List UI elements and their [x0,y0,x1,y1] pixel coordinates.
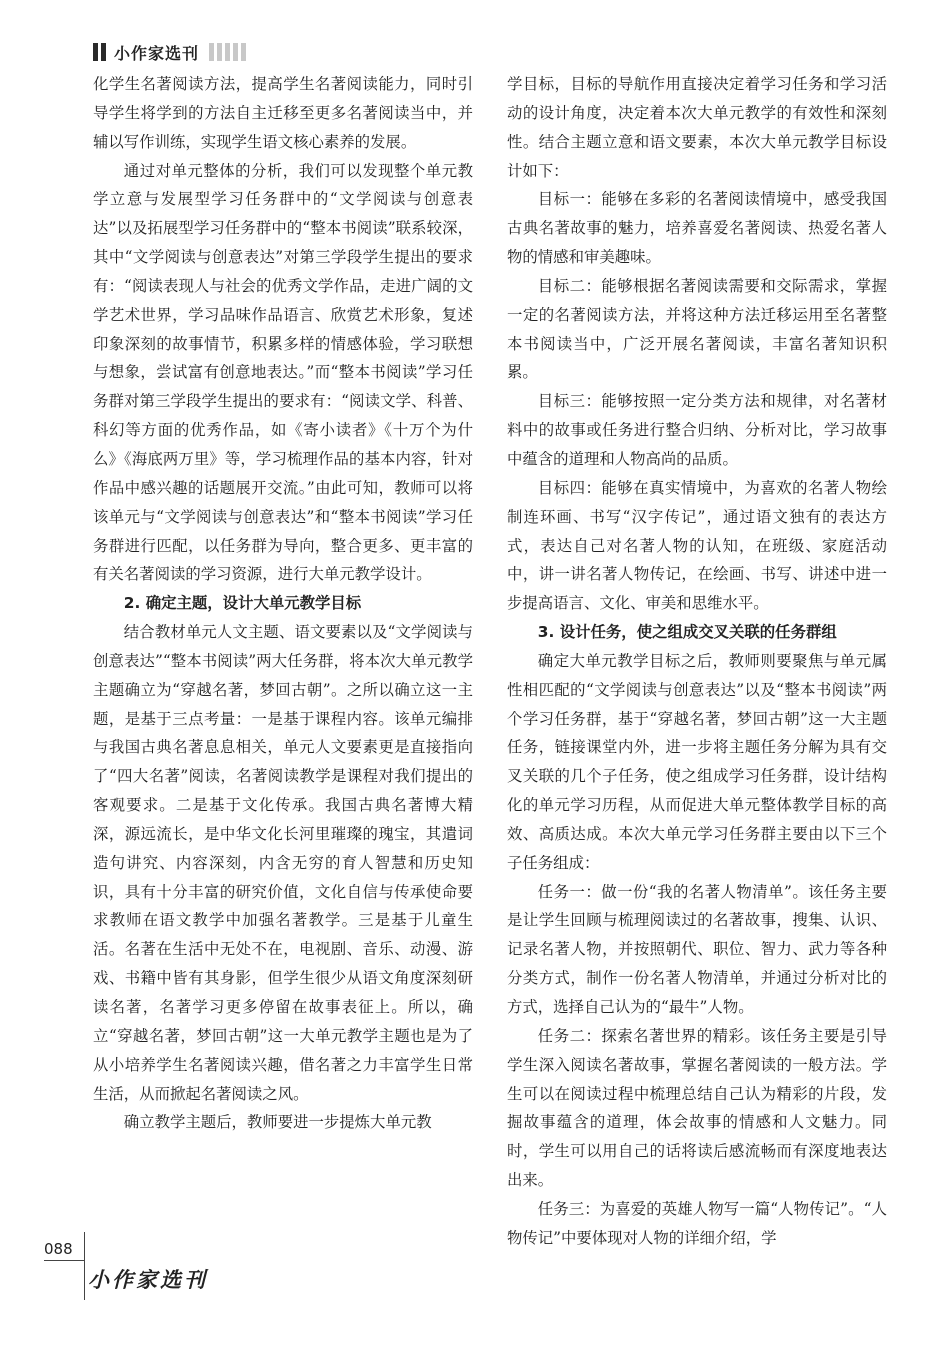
header-bars-icon [93,43,106,61]
section-heading: 3. 设计任务，使之组成交叉关联的任务群组 [537,623,837,642]
paragraph: 目标一：能够在多彩的名著阅读情境中，感受我国古典名著故事的魅力，培养喜爱名著阅读、热爱名著人物的情感和审美趣味。 [507,190,887,267]
left-column [93,70,473,1137]
paragraph: 目标三：能够按照一定分类方法和规律，对名著材料中的故事或任务进行整合归纳、分析对比，学习故事中蕴含的道理和人物高尚的品质。 [507,392,887,468]
paragraph: 目标二：能够根据名著阅读需要和交际需求，掌握一定的名著阅读方法，并将这种方法迁移运用至名著整本书阅读当中，广泛开展名著阅读，丰富名著知识积累。 [507,276,887,382]
paragraph: 化学生名著阅读方法，提高学生名著阅读能力，同时引导学生将学到的方法自主迁移至更多名著阅读当中，并辅以写作训练，实现学生语文核心素养的发展。 [93,75,473,151]
paragraph: 任务三：为喜爱的英雄人物写一篇“人物传记”。“人物传记”中要体现对人物的详细介绍，学 [507,1199,887,1247]
footer-logo: 小作家选刊 [88,1267,208,1292]
right-column [507,70,887,1253]
paragraph: 通过对单元整体的分析，我们可以发现整个单元教学立意与发展型学习任务群中的“文学阅读与创意表达”以及拓展型学习任务群中的“整本书阅读”联系较深，其中“文学阅读与创意表达”对第三学段学生提出的要求有：“阅读表现人与社会的优秀文学作品，走进广阔的文学艺术世界，学习品味作品语言、欣赏艺术形象，复述印象深刻的故事情节，积累多样的情感体验，学习联想与想象，尝试富有创意地表达。”而“整本书阅读”学习任务群对第三学段学生提出的要求有：“阅读文学、科普、科幻等方面的优秀作品，如《寄小读者》《十万个为什么》《海底两万里》等，学习梳理作品的基本内容，针对作品中感兴趣的话题展开交流。”由此可知，教师可以将该单元与“文学阅读与创意表达”和“整本书阅读”学习任务群进行匹配，以任务群为导向，整合更多、更丰富的有关名著阅读的学习资源，进行大单元教学设计。 [93,161,473,584]
paragraph: 任务一：做一份“我的名著人物清单”。该任务主要是让学生回顾与梳理阅读过的名著故事，搜集、认识、记录名著人物，并按照朝代、职位、智力、武力等各种分类方式，制作一份名著人物清单，并通过分析对比的方式，选择自己认为的“最牛”人物。 [507,882,887,1016]
footer-divider [44,1260,84,1261]
section-heading: 2. 确定主题，设计大单元教学目标 [123,594,362,613]
paragraph: 任务二：探索名著世界的精彩。该任务主要是引导学生深入阅读名著故事，掌握名著阅读的一般方法。学生可以在阅读过程中梳理总结自己认为精彩的片段，发掘故事蕴含的道理，体会故事的情感和人文魅力。同时，学生可以用自己的话将读后感流畅而有深度地表达出来。 [507,1026,887,1190]
paragraph: 学目标，目标的导航作用直接决定着学习任务和学习活动的设计角度，决定着本次大单元教学的有效性和深刻性。结合主题立意和语文要素，本次大单元教学目标设计如下： [507,75,887,180]
header-title: 小作家选刊 [114,43,200,63]
paragraph: 目标四：能够在真实情境中，为喜欢的名著人物绘制连环画、书写“汉字传记”，通过语文独有的表达方式，表达自己对名著人物的认知，在班级、家庭活动中，讲一讲名著人物传记，在绘画、书写、讲述中进一步提高语言、文化、审美和思维水平。 [507,478,887,613]
running-header [93,40,246,64]
paragraph: 结合教材单元人文主题、语文要素以及“文学阅读与创意表达”“整本书阅读”两大任务群，将本次大单元教学主题确立为“穿越名著，梦回古朝”。之所以确立这一主题，是基于三点考量：一是基于课程内容。该单元编排与我国古典名著息息相关，单元人文要素更是直接指向了“四大名著”阅读，名著阅读教学是课程对我们提出的客观要求。二是基于文化传承。我国古典名著博大精深，源远流长，是中华文化长河里璀璨的瑰宝，其遣词造句讲究、内容深刻，内含无穷的育人智慧和历史知识，具有十分丰富的研究价值，文化自信与传承使命要求教师在语文教学中加强名著教学。三是基于儿童生活。名著在生活中无处不在，电视剧、音乐、动漫、游戏、书籍中皆有其身影，但学生很少从语文角度深刻研读名著，名著学习更多停留在故事表征上。所以，确立“穿越名著，梦回古朝”这一大单元教学主题也是为了从小培养学生名著阅读兴趣，借名著之力丰富学生日常生活，从而掀起名著阅读之风。 [93,623,473,1103]
paragraph: 确立教学主题后，教师要进一步提炼大单元教 [123,1113,432,1132]
page-number: 088 [44,1240,73,1258]
paragraph: 确定大单元教学目标之后，教师则要聚焦与单元属性相匹配的“文学阅读与创意表达”以及“整本书阅读”两个学习任务群，基于“穿越名著，梦回古朝”这一大主题任务，链接课堂内外，进一步将主题任务分解为具有交叉关联的几个子任务，使之组成学习任务群，设计结构化的单元学习历程，从而促进大单元整体教学目标的高效、高质达成。本次大单元学习任务群主要由以下三个子任务组成： [507,651,887,872]
header-fade-bars-icon [209,43,246,61]
footer-vertical-rule [84,1232,85,1300]
